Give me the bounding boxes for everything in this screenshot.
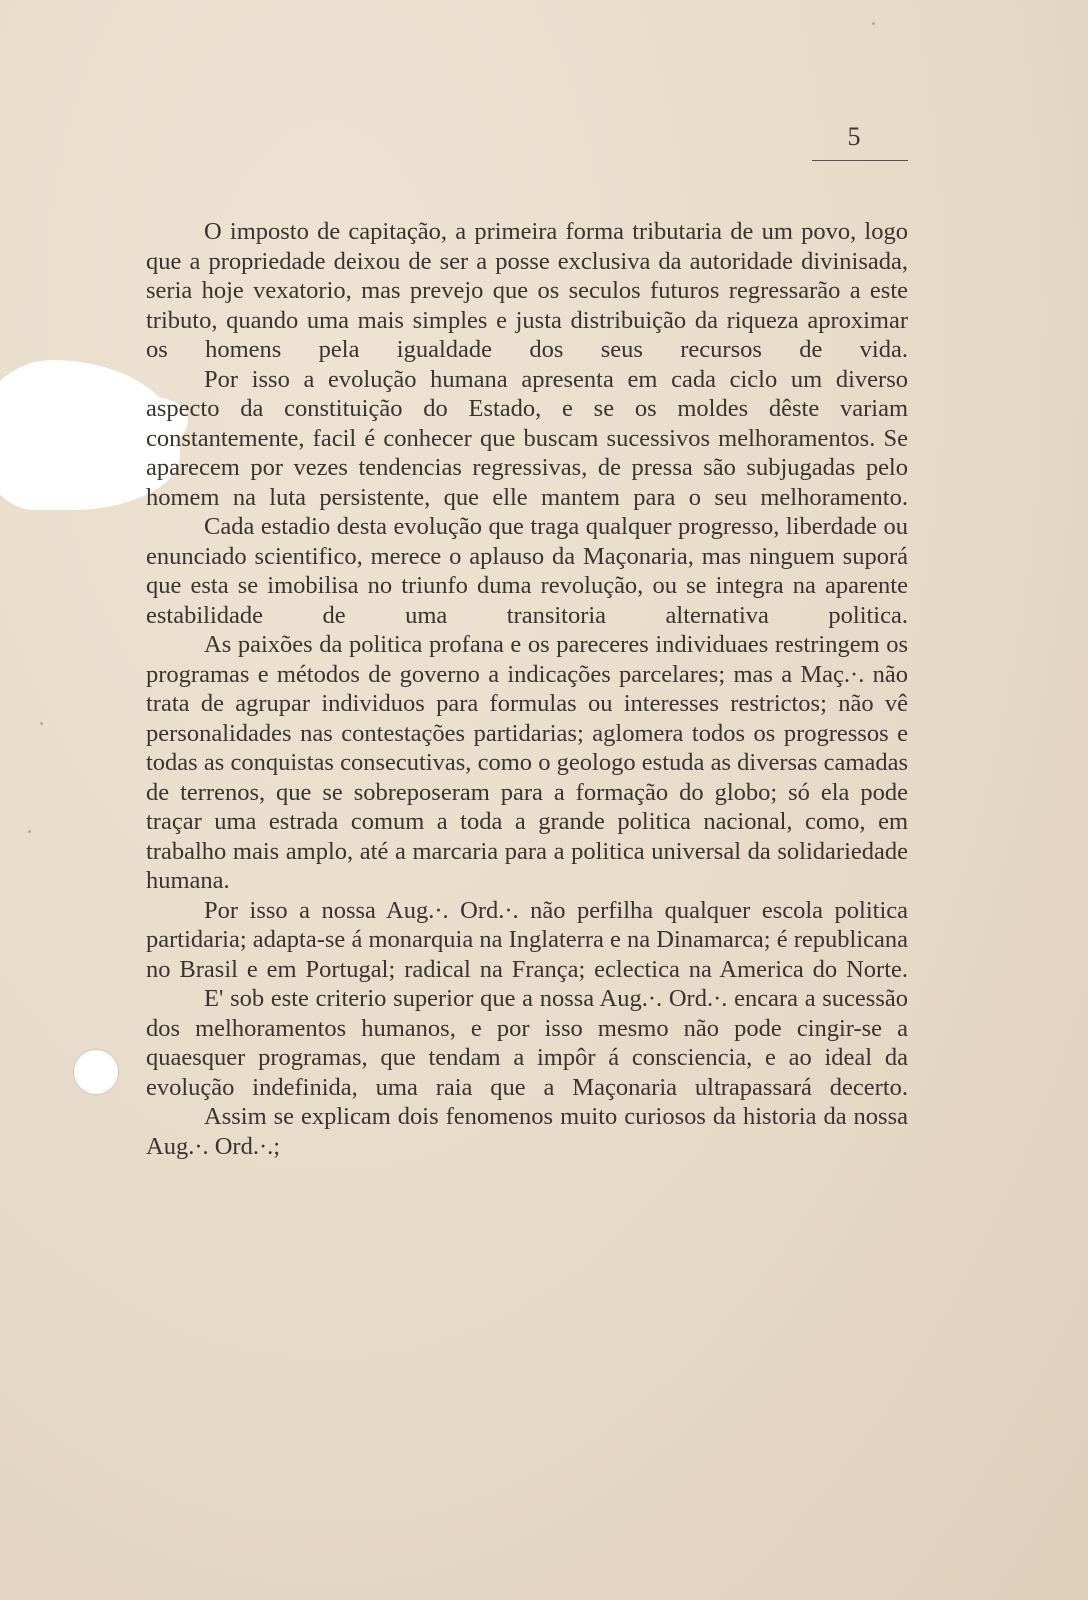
paper-speck xyxy=(40,722,43,725)
paragraph: As paixões da politica profana e os pareceres individuaes restringem os programas e métodos de governo a indicações parcelares; mas a Maç.·. não trata de agrupar individuos para formulas ou interesses restrictos; não vê personalidades nas contestações partidarias; aglomera todos os progressos e todas as conquistas consecutivas, como o geologo estuda as diversas camadas de terrenos, que se sobreposeram para a formação do globo; só ela pode traçar uma estrada comum a toda a grande politica nacional, como, em trabalho mais amplo, até a marcaria para a politica universal da solidariedade humana. xyxy=(146,631,908,894)
page-number: 5 xyxy=(847,122,861,151)
paragraph: Assim se explicam dois fenomenos muito curiosos da historia da nossa Aug.·. Ord.·.; xyxy=(146,1103,908,1160)
punch-hole xyxy=(74,1050,118,1094)
page-number-rule xyxy=(812,160,908,161)
paragraph: E' sob este criterio superior que a nossa Aug.·. Ord.·. encara a sucessão dos melhoramentos humanos, e por isso mesmo não pode cingir-se a quaesquer programas, que tendam a impôr á consciencia, e ao ideal da evolução indefinida, uma raia que a Maçonaria ultrapassará decerto. xyxy=(146,985,908,1101)
paragraph: Por isso a evolução humana apresenta em cada ciclo um diverso aspecto da constituição do Estado, e se os moldes dêste variam constantemente, facil é conhecer que buscam sucessivos melhoramentos. Se aparecem por vezes tendencias regressivas, de pressa são subjugadas pelo homem na luta persistente, que elle mantem para o seu melhoramento. xyxy=(146,365,908,511)
paper-speck xyxy=(872,22,875,25)
paragraph: O imposto de capitação, a primeira forma tributaria de um povo, logo que a propriedade deixou de ser a posse exclusiva da autoridade divinisada, seria hoje vexatorio, mas prevejo que os seculos futuros regressarão a este tributo, quando uma mais simples e justa distribuição da riqueza aproximar os homens pela igualdade dos seus recursos de vida. xyxy=(146,218,908,363)
paragraph: Cada estadio desta evolução que traga qualquer progresso, liberdade ou enunciado scientifico, merece o aplauso da Maçonaria, mas ninguem suporá que esta se imobilisa no triunfo duma revolução, ou se integra na aparente estabilidade de uma transitoria alternativa politica. xyxy=(146,513,908,629)
paper-speck xyxy=(28,830,31,833)
paragraph: Por isso a nossa Aug.·. Ord.·. não perfilha qualquer escola politica partidaria; adapta-se á monarquia na Inglaterra e na Dinamarca; é republicana no Brasil e em Portugal; radical na França; eclectica na America do Norte. xyxy=(146,896,908,983)
body-text xyxy=(146,217,908,1161)
